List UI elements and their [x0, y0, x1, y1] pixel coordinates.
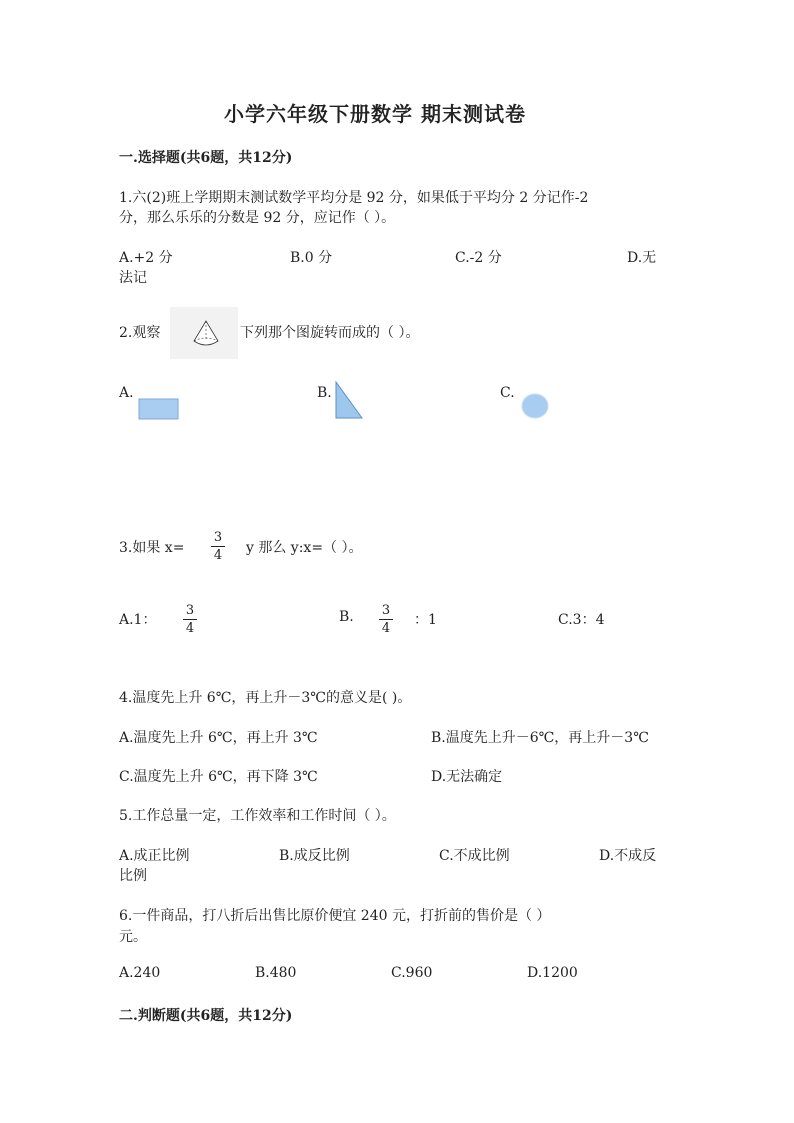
fraction-denominator: 4: [381, 621, 391, 636]
q3-text-suffix: y 那么 y:x=（ ）。: [246, 540, 363, 556]
q5-option-d-cont: 比例: [119, 868, 147, 884]
q2-text-suffix: 下列那个图旋转而成的（ ）。: [240, 325, 420, 341]
q6-option-c: C.960: [391, 965, 433, 981]
q5-option-c: C.不成比例: [439, 848, 510, 864]
section-heading-choice: 一.选择题(共6题，共12分): [119, 150, 293, 166]
q4-option-d: D.无法确定: [431, 769, 503, 785]
q5-text: 5.工作总量一定，工作效率和工作时间（ ）。: [119, 808, 396, 824]
rectangle-figure: [138, 397, 180, 425]
q2-text-prefix: 2.观察: [119, 325, 161, 341]
q1-option-a: A.+2 分: [119, 250, 173, 266]
fraction-numerator: 3: [185, 603, 195, 618]
q3-option-b-suffix: ：1: [414, 612, 437, 628]
q4-option-b: B.温度先上升－6℃，再上升－3℃: [431, 730, 649, 746]
q3-option-b-fraction: [379, 603, 393, 636]
q2-option-a-label: A.: [119, 385, 134, 401]
q2-option-c-label: C.: [500, 385, 515, 401]
fraction-denominator: 4: [213, 548, 223, 563]
q5-option-b: B.成反比例: [279, 848, 350, 864]
fraction-bar: [379, 619, 393, 620]
fraction-denominator: 4: [185, 621, 195, 636]
fraction-bar: [183, 619, 197, 620]
q6-option-b: B.480: [255, 965, 297, 981]
q4-option-a: A.温度先上升 6℃，再上升 3℃: [119, 730, 318, 746]
q3-option-b: B.: [339, 609, 354, 625]
fraction-numerator: 3: [213, 530, 223, 545]
q6-text-line1: 6.一件商品，打八折后出售比原价便宜 240 元，打折前的售价是（ ）: [119, 908, 551, 924]
q1-option-d: D.无: [627, 250, 657, 266]
q4-text: 4.温度先上升 6℃，再上升－3℃的意义是( )。: [119, 690, 412, 706]
semicircle-figure: [519, 391, 551, 425]
q1-option-c: C.-2 分: [455, 250, 502, 266]
q1-text-line1: 1.六(2)班上学期期末测试数学平均分是 92 分，如果低于平均分 2 分记作-2: [119, 190, 589, 206]
q6-text-line2: 元。: [119, 929, 147, 945]
q1-option-b: B.0 分: [290, 250, 333, 266]
fraction-bar: [211, 546, 225, 547]
q3-option-a-fraction: [183, 603, 197, 636]
q5-option-d: D.不成反: [599, 848, 657, 864]
section-heading-judgement: 二.判断题(共6题，共12分): [119, 1008, 293, 1024]
q4-option-c: C.温度先上升 6℃，再下降 3℃: [119, 769, 318, 785]
q6-option-a: A.240: [119, 965, 161, 981]
q1-text-line2: 分，那么乐乐的分数是 92 分，应记作（ ）。: [119, 210, 396, 226]
q3-option-a: A.1：: [119, 612, 157, 628]
right-triangle-figure: [334, 380, 364, 424]
cone-figure: [170, 307, 238, 359]
q2-option-b-label: B.: [317, 385, 332, 401]
q3-text-prefix: 3.如果 x=: [119, 540, 185, 556]
page-title: 小学六年级下册数学 期末测试卷: [224, 102, 526, 126]
q6-option-d: D.1200: [527, 965, 578, 981]
q3-option-c: C.3：4: [558, 612, 605, 628]
q5-option-a: A.成正比例: [119, 848, 190, 864]
q1-option-d-cont: 法记: [119, 270, 147, 286]
q3-fraction: [211, 530, 225, 563]
fraction-numerator: 3: [381, 603, 391, 618]
